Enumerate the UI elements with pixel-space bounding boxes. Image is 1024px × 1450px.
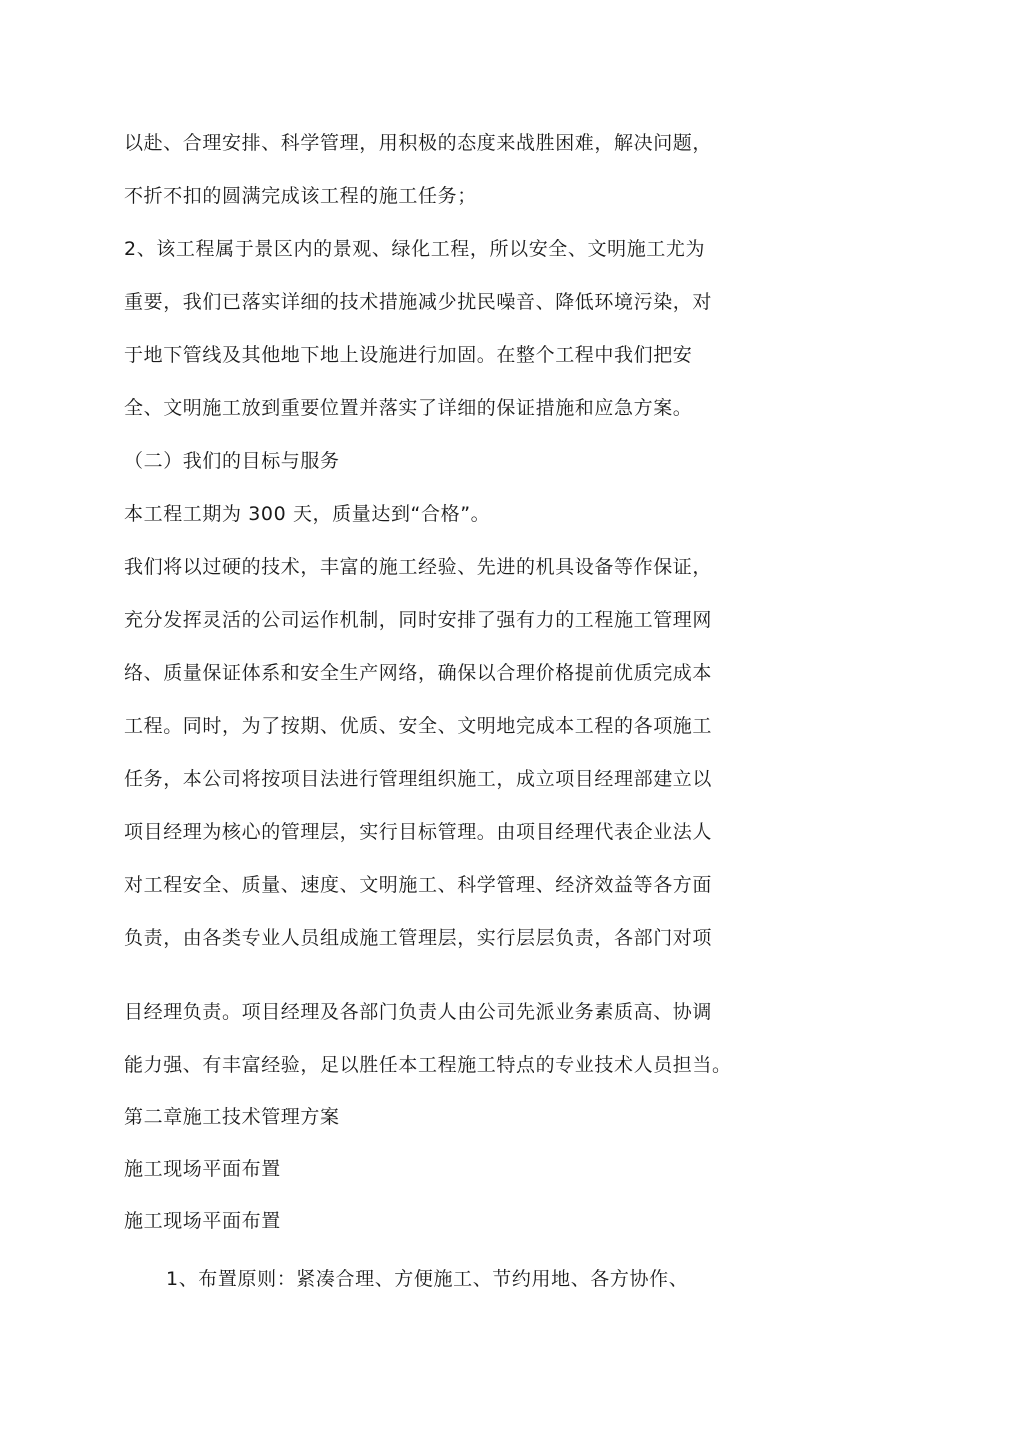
paragraph-line: 以赴、合理安排、科学管理，用积极的态度来战胜困难，解决问题，	[124, 132, 713, 154]
paragraph-line: 充分发挥灵活的公司运作机制，同时安排了强有力的工程施工管理网	[124, 609, 713, 631]
section-heading: （二）我们的目标与服务	[124, 450, 340, 472]
paragraph-line: 全、文明施工放到重要位置并落实了详细的保证措施和应急方案。	[124, 397, 693, 419]
section-heading: 施工现场平面布置	[124, 1158, 281, 1180]
paragraph-line: 于地下管线及其他地下地上设施进行加固。在整个工程中我们把安	[124, 344, 693, 366]
paragraph-line: 络、质量保证体系和安全生产网络，确保以合理价格提前优质完成本	[124, 662, 713, 684]
paragraph-line: 工程。同时，为了按期、优质、安全、文明地完成本工程的各项施工	[124, 715, 713, 737]
paragraph-line: 重要，我们已落实详细的技术措施减少扰民噪音、降低环境污染，对	[124, 291, 713, 313]
paragraph-line: 目经理负责。项目经理及各部门负责人由公司先派业务素质高、协调	[124, 1001, 713, 1023]
paragraph-line: 对工程安全、质量、速度、文明施工、科学管理、经济效益等各方面	[124, 874, 713, 896]
paragraph-line: 我们将以过硬的技术，丰富的施工经验、先进的机具设备等作保证，	[124, 556, 713, 578]
chapter-heading: 第二章施工技术管理方案	[124, 1106, 340, 1128]
paragraph-line: 能力强、有丰富经验，足以胜任本工程施工特点的专业技术人员担当。	[124, 1054, 732, 1076]
paragraph-line: 本工程工期为 300 天，质量达到“合格”。	[124, 503, 491, 525]
paragraph-line: 不折不扣的圆满完成该工程的施工任务；	[124, 185, 477, 207]
paragraph-line: 项目经理为核心的管理层，实行目标管理。由项目经理代表企业法人	[124, 821, 713, 843]
paragraph-line: 2、该工程属于景区内的景观、绿化工程，所以安全、文明施工尤为	[124, 238, 706, 260]
paragraph-line: 任务，本公司将按项目法进行管理组织施工，成立项目经理部建立以	[124, 768, 713, 790]
list-item: 1、布置原则：紧凑合理、方便施工、节约用地、各方协作、	[166, 1268, 689, 1290]
section-heading: 施工现场平面布置	[124, 1210, 281, 1232]
paragraph-line: 负责，由各类专业人员组成施工管理层，实行层层负责，各部门对项	[124, 927, 713, 949]
